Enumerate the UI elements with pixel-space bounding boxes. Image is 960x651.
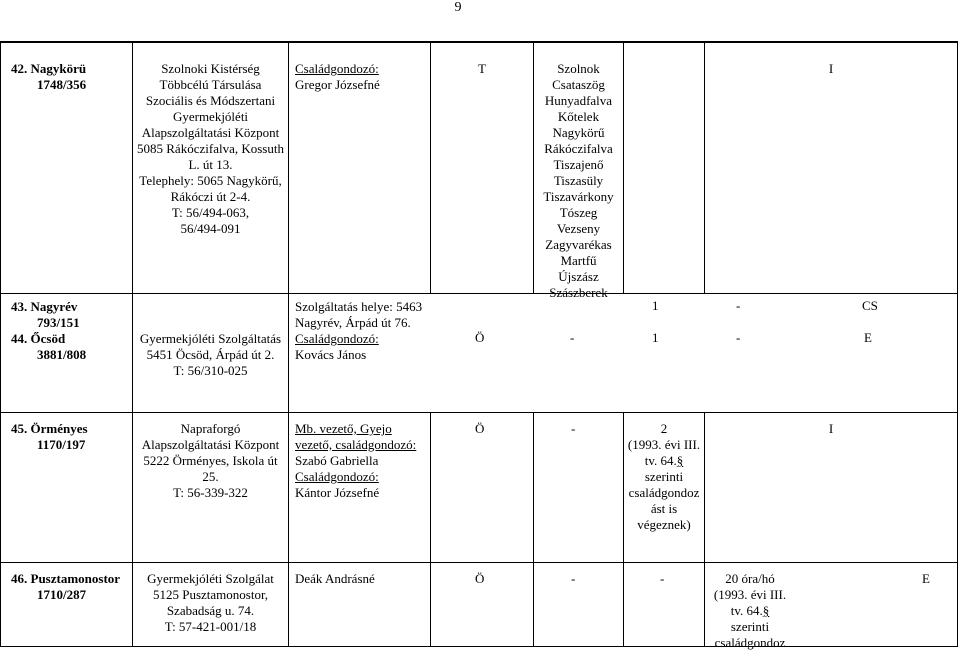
provider-line: T: 56-339-322 (173, 485, 248, 500)
list-item: Nagykörű (552, 125, 605, 140)
provider-line: 5085 Rákóczifalva, Kossuth (137, 141, 284, 156)
note-line: családgondoz (714, 635, 786, 650)
row-number: 43. (11, 299, 28, 314)
list-item: Csataszög (552, 77, 605, 92)
table-row (2, 60, 132, 93)
role-label: Családgondozó: (295, 61, 379, 76)
list-item: Hunyadfalva (544, 93, 613, 108)
provider-line: Telephely: 5065 Nagykörű, (139, 173, 282, 188)
list-item: Martfű (560, 253, 597, 268)
col-divider (430, 41, 431, 293)
row-number: 46. (11, 571, 28, 586)
note-line: 2 (660, 421, 668, 436)
table-right-border (957, 41, 958, 647)
provider-line: 56/494-091 (180, 221, 241, 236)
page-number: 9 (454, 0, 462, 15)
provider-cell (133, 420, 288, 501)
status-code: E (922, 571, 930, 586)
provider-line: L. út 13. (188, 157, 233, 172)
note-cell (624, 420, 704, 533)
list-item: Tiszajenő (553, 157, 604, 172)
col-divider (704, 41, 705, 293)
provider-line: 5451 Öcsöd, Árpád út 2. (146, 347, 275, 362)
col-divider (288, 41, 289, 647)
settlement-list (534, 60, 623, 301)
dash: - (571, 571, 576, 586)
col-divider (430, 412, 431, 647)
col-divider (623, 41, 624, 293)
list-item: Vezseny (556, 221, 601, 236)
list-item: Tiszasüly (553, 173, 604, 188)
code-value: 1 (652, 298, 659, 313)
row-number: 42. (11, 61, 28, 76)
code-value: 1 (652, 330, 659, 345)
table-top-border (0, 41, 958, 43)
code-value: Ö (475, 421, 485, 436)
code-value: Ö (475, 571, 485, 586)
dash: - (570, 330, 575, 345)
provider-line: 25. (202, 469, 219, 484)
code-value: Ö (475, 330, 485, 345)
person-name: Kovács János (295, 347, 367, 362)
staff-cell (292, 60, 430, 93)
table-row (2, 298, 132, 363)
person-name: Deák Andrásné (295, 571, 375, 586)
row-number: 45. (11, 421, 28, 436)
staff-cell (292, 570, 430, 587)
dash: - (660, 571, 665, 586)
person-name: Szabó Gabriella (295, 453, 379, 468)
role-label: Családgondozó: (295, 469, 379, 484)
provider-line: 5222 Örményes, Iskola út (143, 453, 278, 468)
note-line: szerinti (644, 469, 684, 484)
row-divider (0, 412, 958, 413)
note-line: szerinti (730, 619, 770, 634)
note-line: végeznek) (637, 517, 691, 532)
list-item: Tiszavárkony (543, 189, 614, 204)
provider-line: Rákóczi út 2-4. (170, 189, 251, 204)
town-name: Örményes (30, 421, 88, 436)
place-label: Szolgáltatás helye: 5463 (295, 299, 423, 314)
note-line: (1993. évi III. (713, 587, 787, 602)
list-item: Újszász (558, 269, 599, 284)
provider-line: T: 56/310-025 (173, 363, 248, 378)
row-divider (0, 562, 958, 563)
note-line: 20 óra/hó (725, 571, 775, 586)
provider-line: Szabadság u. 74. (166, 603, 255, 618)
provider-line: Szolnoki Kistérség (161, 61, 260, 76)
section-mark: § (676, 453, 684, 468)
town-code: 1748/356 (37, 77, 87, 92)
dash: - (736, 298, 741, 313)
dash: - (571, 421, 576, 436)
provider-line: Alapszolgáltatási Központ (141, 437, 280, 452)
list-item: Kőtelek (557, 109, 600, 124)
provider-cell (133, 60, 288, 237)
staff-cell (292, 298, 442, 363)
town-code: 793/151 (37, 315, 80, 330)
code-value: E (864, 330, 872, 345)
staff-cell (292, 420, 430, 501)
note-line: (1993. évi III. (627, 437, 701, 452)
place-address: Nagyrév, Árpád út 76. (295, 315, 411, 330)
provider-cell (133, 570, 288, 635)
provider-line: Gyermekjóléti Szolgáltatás (139, 331, 282, 346)
list-item: Szolnok (557, 61, 600, 76)
person-name: Kántor Józsefné (295, 485, 380, 500)
role-label: Mb. vezető, Gyejo (295, 421, 392, 436)
provider-line: Többcélú Társulása (159, 77, 262, 92)
provider-line: T: 57-421-001/18 (164, 619, 257, 634)
status-code: I (828, 421, 834, 436)
role-label: vezető, családgondozó: (295, 437, 417, 452)
list-item: Zagyvarékas (545, 237, 612, 252)
section-mark: § (762, 603, 770, 618)
note-line: ást is (650, 501, 678, 516)
note-line: családgondoz (628, 485, 700, 500)
provider-line: Napraforgó (180, 421, 241, 436)
note-cell (705, 570, 795, 651)
town-code: 1170/197 (37, 437, 86, 452)
status-code: I (828, 61, 834, 76)
provider-line: Szociális és Módszertani (145, 93, 276, 108)
provider-line: Gyermekjóléti Szolgálat (147, 571, 274, 586)
provider-line: Alapszolgáltatási Központ (141, 125, 280, 140)
note-line: tv. 64. (730, 603, 763, 618)
provider-line: 5125 Pusztamonostor, (152, 587, 269, 602)
town-name: Őcsöd (30, 331, 66, 346)
town-code: 3881/808 (37, 347, 87, 362)
list-item: Szászberek (549, 285, 608, 300)
list-item: Rákóczifalva (544, 141, 613, 156)
town-name: Nagyrév (30, 299, 78, 314)
table-row (2, 570, 132, 603)
person-name: Gregor Józsefné (295, 77, 380, 92)
role-label: Családgondozó: (295, 331, 379, 346)
type-code: T (478, 61, 486, 76)
provider-line: T: 56/494-063, (171, 205, 250, 220)
col-divider (533, 412, 534, 647)
provider-line: Gyermekjóléti (172, 109, 249, 124)
list-item: Tószeg (559, 205, 598, 220)
provider-cell (133, 330, 288, 379)
row-number: 44. (11, 331, 28, 346)
note-line: tv. 64. (644, 453, 677, 468)
town-code: 1710/287 (37, 587, 87, 602)
code-value: CS (862, 298, 878, 313)
row-divider (0, 293, 958, 294)
dash: - (736, 330, 741, 345)
town-name: Nagykörü (30, 61, 87, 76)
table-row (2, 420, 132, 453)
town-name: Pusztamonostor (30, 571, 121, 586)
table-left-border (0, 41, 1, 647)
